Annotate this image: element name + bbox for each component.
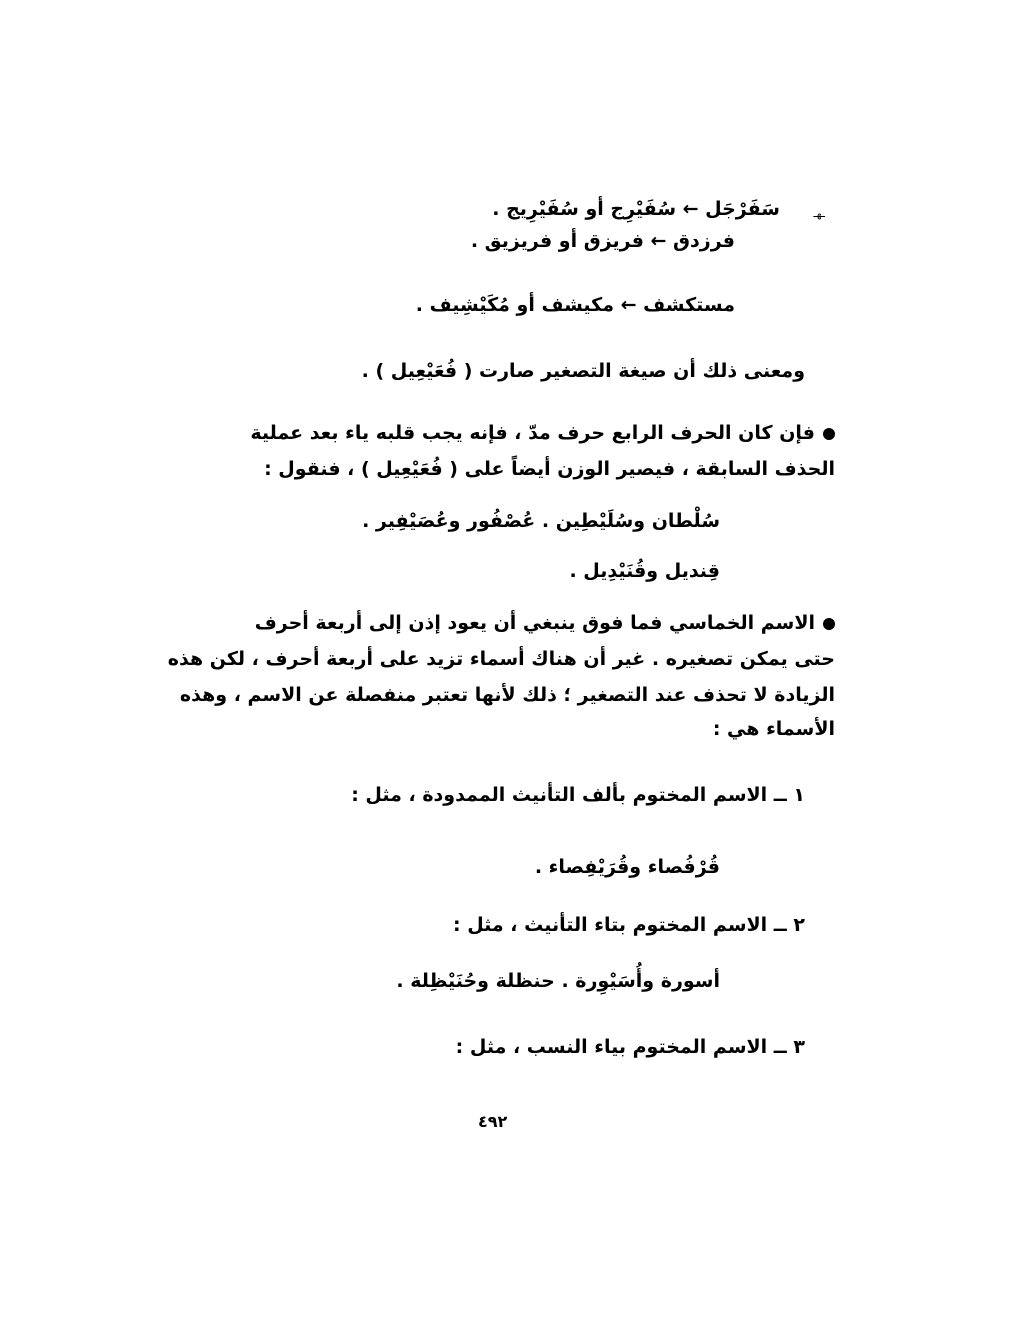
paragraph-3-line-3: الزيادة لا تحذف عند التصغير ؛ ذلك لأنها تعتبر منفصلة عن الاسم ، وهذه [179, 684, 835, 706]
page-number: ٤٩٢ [478, 1112, 508, 1131]
paragraph-text: الاسم الخماسي فما فوق ينبغي أن يعود إذن إلى أربعة أحرف [254, 612, 815, 634]
example-line-4: سُلْطان وسُلَيْطِين . عُصْفُور وعُصَيْفِير . [362, 510, 720, 532]
paragraph-2-line-2: الحذف السابقة ، فيصير الوزن أيضاً على ( فُعَيْعِيل ) ، فنقول : [264, 458, 835, 480]
bullet-icon [823, 428, 835, 440]
paragraph-line: ومعنى ذلك أن صيغة التصغير صارت ( فُعَيْعِيل ) . [361, 360, 805, 382]
marginal-note: ـهـ [813, 207, 825, 220]
example-line-1: سَفَرْجَل ← سُفَيْرِج أو سُفَيْرِيج . [492, 198, 780, 220]
example-line-2: فرزدق ← فريزق أو فريزيق . [470, 230, 735, 252]
paragraph-text: فإن كان الحرف الرابع حرف مدّ ، فإنه يجب قلبه ياء بعد عملية [250, 422, 815, 444]
list-item-3: ٣ ــ الاسم المختوم بياء النسب ، مثل : [455, 1036, 805, 1058]
example-line-3: مستكشف ← مكيشف أو مُكَيْشِيف . [415, 294, 735, 316]
paragraph-3-line-1 [255, 614, 835, 633]
paragraph-2-line-1 [195, 424, 835, 443]
paragraph-3-line-4: الأسماء هي : [712, 718, 835, 740]
list-item-1-example: قُرْفُصاء وقُرَيْفِصاء . [534, 856, 720, 878]
list-item-1: ١ ــ الاسم المختوم بألف التأنيث الممدودة ، مثل : [351, 784, 805, 806]
bullet-icon [823, 618, 835, 630]
list-item-2-example: أسورة وأُسَيْوِرة . حنظلة وحُنَيْظِلة . [396, 970, 720, 992]
example-line-5: قِنديل وقُنَيْدِيل . [569, 560, 720, 582]
list-item-2: ٢ ــ الاسم المختوم بتاء التأنيث ، مثل : [452, 914, 805, 936]
paragraph-3-line-2: حتى يمكن تصغيره . غير أن هناك أسماء تزيد على أربعة أحرف ، لكن هذه [167, 648, 835, 670]
